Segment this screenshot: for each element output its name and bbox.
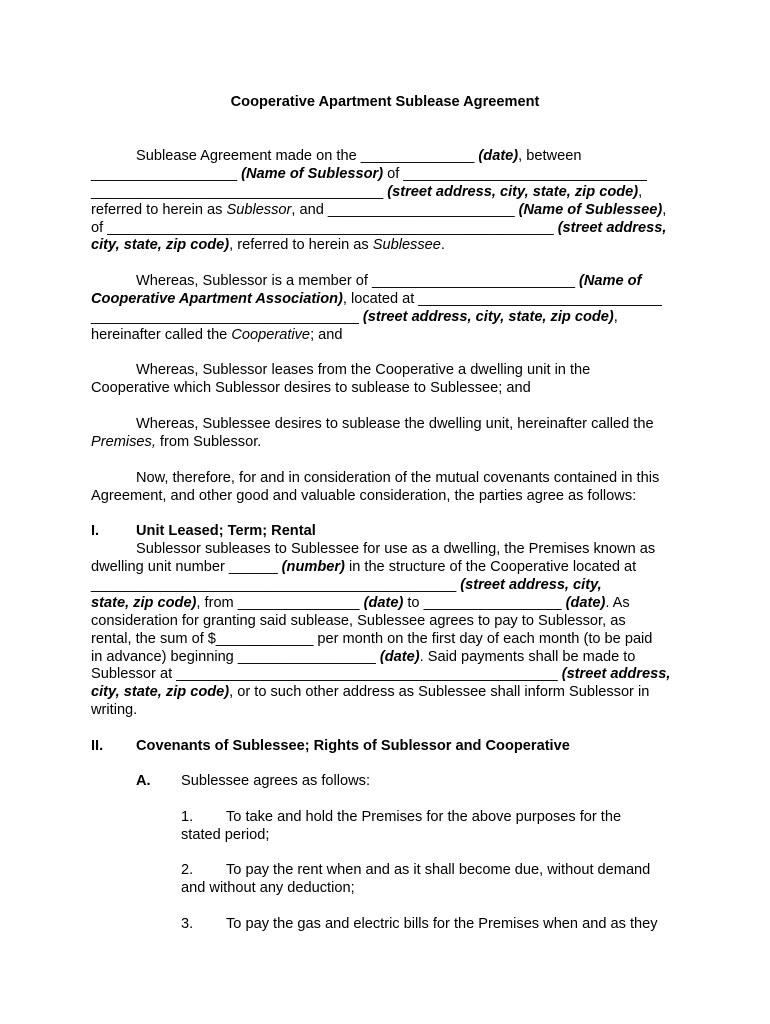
item1-number: 1. xyxy=(181,809,194,825)
intro-line-2: __________________ (Name of Sublessor) of ______________________________ xyxy=(91,166,647,182)
section1-line-4: state, zip code), from _______________ (date) to _________________ (date). As xyxy=(91,595,630,611)
whereas3-line-1: Whereas, Sublessee desires to sublease the dwelling unit, hereinafter called the xyxy=(136,416,654,432)
item1-line-1: To take and hold the Premises for the above purposes for the xyxy=(226,809,622,825)
item2-line-1: To pay the rent when and as it shall become due, without demand xyxy=(226,862,651,878)
intro-line-6: city, state, zip code), referred to herein as Sublessee. xyxy=(91,237,445,253)
section1-number: I. xyxy=(91,523,100,539)
item3-number: 3. xyxy=(181,916,194,932)
item1-line-2: stated period; xyxy=(181,827,270,843)
intro-line-4: referred to herein as Sublessor, and _______________________ (Name of Sublessee), xyxy=(91,202,667,218)
whereas1-line-4: hereinafter called the Cooperative; and xyxy=(91,327,343,343)
section1-line-1: Sublessor subleases to Sublessee for use as a dwelling, the Premises known as xyxy=(136,541,656,557)
section1-line-7: in advance) beginning _________________ (date). Said payments shall be made to xyxy=(91,649,636,665)
section1-line-5: consideration for granting said sublease, Sublessee agrees to pay to Sublessor, as xyxy=(91,613,626,629)
intro-line-1: Sublease Agreement made on the ______________ (date), between xyxy=(136,148,582,164)
section1-line-2: dwelling unit number ______ (number) in the structure of the Cooperative located at xyxy=(91,559,637,575)
section2-heading: Covenants of Sublessee; Rights of Sublessor and Cooperative xyxy=(136,738,570,754)
section2-sub-text: Sublessee agrees as follows: xyxy=(181,773,371,789)
whereas2-line-2: Cooperative which Sublessor desires to sublease to Sublessee; and xyxy=(91,380,531,396)
section1-heading: Unit Leased; Term; Rental xyxy=(136,523,316,539)
section1-line-3: _____________________________________________ (street address, city, xyxy=(91,577,602,593)
document-title: Cooperative Apartment Sublease Agreement xyxy=(230,94,540,110)
whereas2-line-1: Whereas, Sublessor leases from the Cooperative a dwelling unit in the xyxy=(136,362,591,378)
whereas1-line-3: _________________________________ (street address, city, state, zip code), xyxy=(91,309,618,325)
now-line-1: Now, therefore, for and in consideration of the mutual covenants contained in this xyxy=(136,470,660,486)
item2-number: 2. xyxy=(181,862,194,878)
section1-line-10: writing. xyxy=(91,702,138,718)
section1-line-9: city, state, zip code), or to such other address as Sublessee shall inform Sublessor in xyxy=(91,684,650,700)
item2-line-2: and without any deduction; xyxy=(181,880,355,896)
section2-sub-letter: A. xyxy=(136,773,151,789)
whereas3-line-2: Premises, from Sublessor. xyxy=(91,434,262,450)
section2-number: II. xyxy=(91,738,104,754)
section1-line-6: rental, the sum of $____________ per month on the first day of each month (to be paid xyxy=(91,631,653,647)
intro-line-3: ____________________________________ (street address, city, state, zip code), xyxy=(91,184,643,200)
whereas1-line-1: Whereas, Sublessor is a member of _________________________ (Name of xyxy=(136,273,642,289)
intro-line-5: of _______________________________________________________ (street address, xyxy=(91,220,667,236)
item3-line-1: To pay the gas and electric bills for the Premises when and as they xyxy=(226,916,658,932)
now-line-2: Agreement, and other good and valuable consideration, the parties agree as follows: xyxy=(91,488,637,504)
whereas1-line-2: Cooperative Apartment Association), located at ______________________________ xyxy=(91,291,662,307)
section1-line-8: Sublessor at _______________________________________________ (street address, xyxy=(91,666,671,682)
